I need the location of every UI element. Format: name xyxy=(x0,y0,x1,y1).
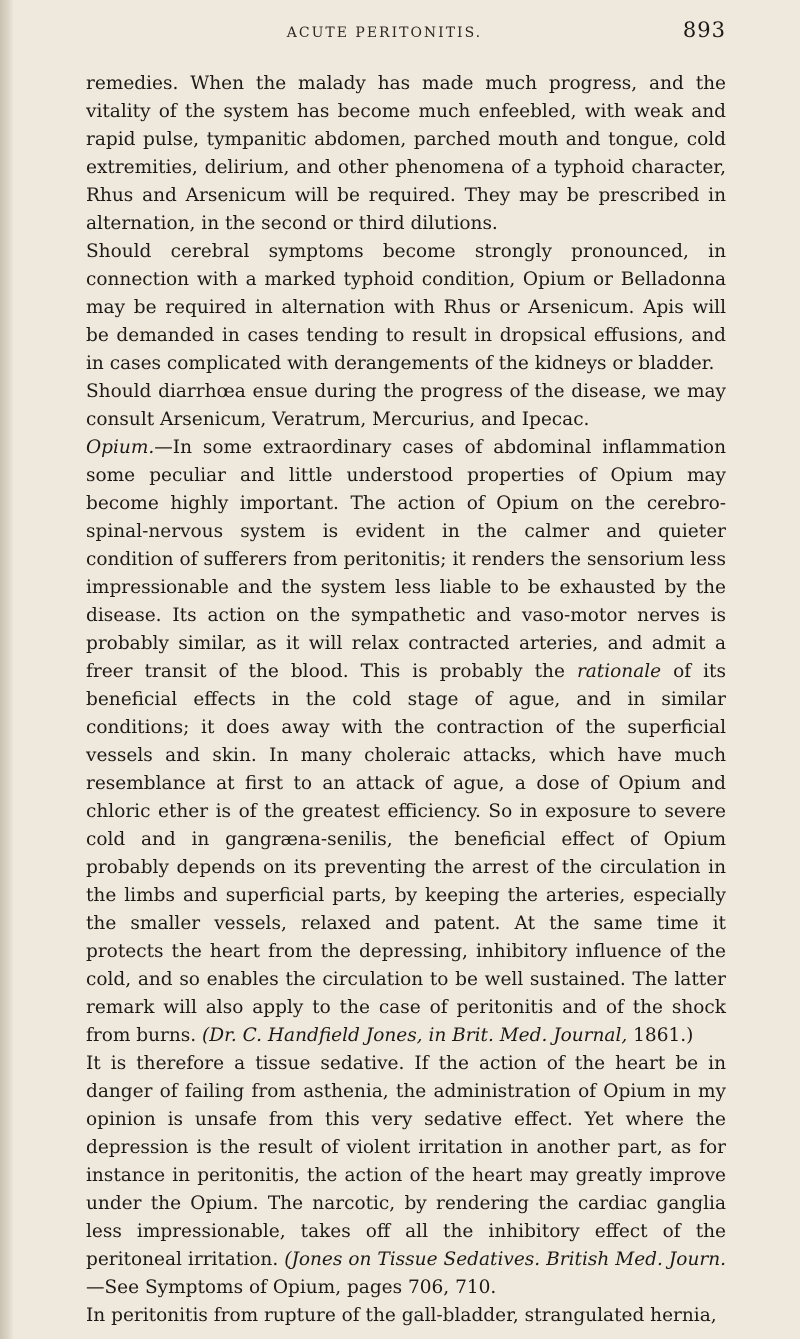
section-lead-opium: Opium. xyxy=(86,437,155,458)
paragraph-cerebral xyxy=(86,238,726,378)
paragraph-text: It is therefore a tissue sedative. If the action of the heart be in danger of failing from asthenia, the administration of Opium in my opinion is unsafe from this very sedative effect. Yet where the depression is the result of violent irritation in another part, as for instance in peritonitis, the action of the heart may greatly improve under the Opium. The narcotic, by rendering the cardiac ganglia less impressionable, takes off all the inhibitory effect of the peritoneal irritation. xyxy=(86,1053,726,1270)
paragraph-text: In peritonitis from rupture of the gall-bladder, strangulated hernia, xyxy=(86,1305,717,1326)
book-spine-edge xyxy=(0,0,14,1339)
body-text xyxy=(86,70,726,1330)
paragraph-gall-bladder xyxy=(86,1302,726,1330)
page-header xyxy=(86,18,726,58)
paragraph-diarrhoea xyxy=(86,378,726,434)
italic-term: rationale xyxy=(576,661,662,682)
paragraph-text-continued: of its beneficial effects in the cold stage of ague, and in similar conditions; it does away with the contraction of the superficial vessels and skin. In many choleraic attacks, which have much resemblance at first to an attack of ague, a dose of Opium and chloric ether is of the greatest efficiency. So in exposure to severe cold and in gangræna-senilis, the beneficial effect of Opium probably depends on its preventing the arrest of the circulation in the limbs and superficial parts, by keeping the arteries, especially the smaller vessels, relaxed and patent. At the same time it protects the heart from the depressing, inhibitory influence of the cold, and so enables the circulation to be well sustained. The latter remark will also apply to the case of peritonitis and of the shock from burns. xyxy=(86,661,726,1046)
paragraph-text: Should diarrhœa ensue during the progress of the disease, we may consult Arsenicum, Veratrum, Mercurius, and Ipecac. xyxy=(86,381,726,430)
paragraph-text: remedies. When the malady has made much progress, and the vitality of the system has become much enfeebled, with weak and rapid pulse, tympanitic abdomen, parched mouth and tongue, cold extremities, delirium, and other phenomena of a typhoid character, Rhus and Arsenicum will be required. They may be prescribed in alternation, in the second or third dilutions. xyxy=(86,73,726,234)
citation-end: —See Symptoms of Opium, pages 706, 710. xyxy=(86,1277,497,1298)
citation-end: 1861.) xyxy=(633,1025,694,1046)
running-head: ACUTE PERITONITIS. xyxy=(286,25,483,41)
paragraph-remedies xyxy=(86,70,726,238)
paragraph-text: Should cerebral symptoms become strongly pronounced, in connection with a marked typhoid condition, Opium or Belladonna may be required in alternation with Rhus or Arsenicum. Apis will be demanded in cases tending to result in dropsical effusions, and in cases complicated with derangements of the kidneys or bladder. xyxy=(86,241,726,374)
citation: (Jones on Tissue Sedatives. British Med. Journ. xyxy=(284,1249,727,1270)
book-page xyxy=(86,18,726,1330)
citation: (Dr. C. Handfield Jones, in Brit. Med. Journal, xyxy=(202,1025,628,1046)
paragraph-text: —In some extraordinary cases of abdominal inflammation some peculiar and little understood properties of Opium may become highly important. The action of Opium on the cerebro-spinal-nervous system is evident in the calmer and quieter condition of sufferers from peritonitis; it renders the sensorium less impressionable and the system less liable to be exhausted by the disease. Its action on the sympathetic and vaso-motor nerves is probably similar, as it will relax contracted arteries, and admit a freer transit of the blood. This is probably the xyxy=(86,437,726,682)
page-number: 893 xyxy=(682,18,726,42)
paragraph-tissue-sedative xyxy=(86,1050,726,1302)
paragraph-opium xyxy=(86,434,726,1050)
